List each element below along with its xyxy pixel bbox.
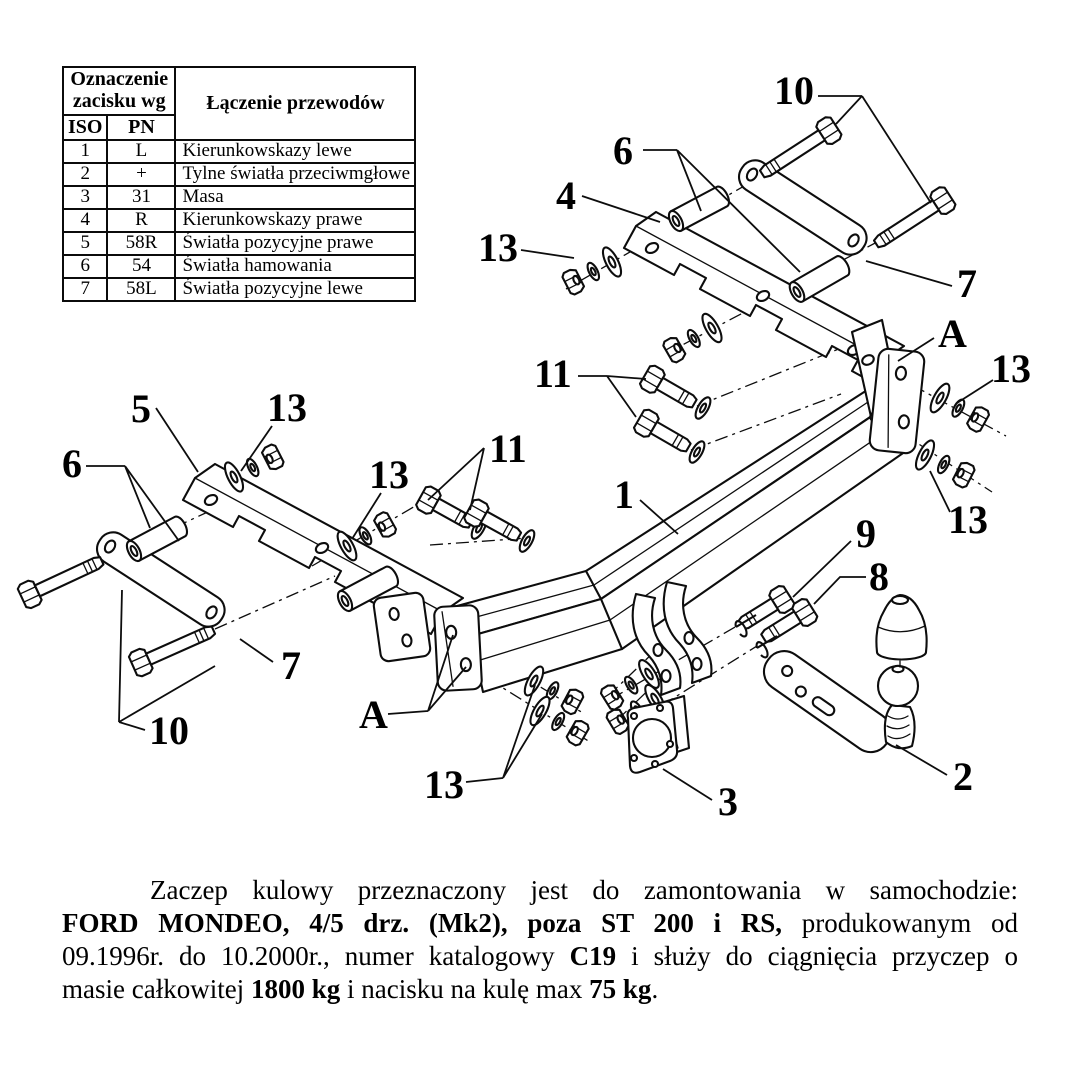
callout-10-top-right: 10 <box>774 68 814 113</box>
table-header-iso: ISO <box>63 115 107 140</box>
cell-desc: Światła hamowania <box>175 255 415 278</box>
callout-2: 2 <box>953 754 973 799</box>
cell-pn: R <box>107 209 175 232</box>
bolts-8-9 <box>734 584 819 657</box>
callout-8: 8 <box>869 554 889 599</box>
cell-iso: 6 <box>63 255 107 278</box>
catalog-number: C19 <box>569 941 617 971</box>
callout-5: 5 <box>131 386 151 431</box>
table-row <box>63 255 415 278</box>
bolt-10-left-1 <box>17 549 108 610</box>
callout-A-right: A <box>938 311 967 356</box>
washer-stack-right-upper <box>927 381 992 437</box>
table-header-pn: PN <box>107 115 175 140</box>
cell-desc: Światła pozycyjne prawe <box>175 232 415 255</box>
bolt-10-left-2 <box>128 618 219 678</box>
table-row <box>63 232 415 255</box>
paragraph-text: masie całkowitej <box>62 974 251 1004</box>
paragraph-text: produkowanym od <box>782 908 1018 938</box>
beam-end-plate-left <box>373 592 431 662</box>
callout-7-left: 7 <box>281 643 301 688</box>
callout-11-lower: 11 <box>489 426 527 471</box>
cell-desc: Tylne światła przeciwmgłowe <box>175 163 415 186</box>
callout-13-center: 13 <box>369 452 409 497</box>
callout-6-left: 6 <box>62 441 82 486</box>
paragraph-line-3 <box>62 940 1018 973</box>
cell-pn: 58L <box>107 278 175 301</box>
side-bracket-left <box>434 605 482 691</box>
cell-desc: Masa <box>175 186 415 209</box>
cell-iso: 1 <box>63 140 107 163</box>
socket-plate <box>628 696 689 773</box>
paragraph-line-4 <box>62 973 1018 1006</box>
cell-desc: Światła pozycyjne lewe <box>175 278 415 301</box>
callout-3: 3 <box>718 779 738 824</box>
callout-13-right-lower: 13 <box>948 497 988 542</box>
max-ball-load: 75 kg <box>589 974 652 1004</box>
callout-7-right: 7 <box>957 261 977 306</box>
spacer-tube-right-1 <box>666 184 732 233</box>
cell-desc: Kierunkowskazy prawe <box>175 209 415 232</box>
cell-iso: 2 <box>63 163 107 186</box>
table-row <box>63 186 415 209</box>
side-bracket-right <box>869 348 925 454</box>
paragraph-text: . <box>651 974 659 1004</box>
strap-plate-right <box>733 155 872 261</box>
table-header-connection: Łączenie przewodów <box>175 67 415 140</box>
cell-pn: 58R <box>107 232 175 255</box>
max-trailer-weight: 1800 kg <box>250 974 341 1004</box>
cell-pn: L <box>107 140 175 163</box>
wiring-table <box>62 66 416 302</box>
callout-11-upper: 11 <box>534 351 572 396</box>
paragraph-text: Zaczep kulowy przeznaczony jest do zamontowania w samochodzie: <box>150 875 1018 905</box>
paragraph-line-1 <box>62 874 1018 907</box>
table-row <box>63 140 415 163</box>
bolt-10-right-1 <box>755 115 843 185</box>
washer-stack-right-lower <box>912 438 977 492</box>
cell-desc: Kierunkowskazy lewe <box>175 140 415 163</box>
callout-13-left: 13 <box>267 385 307 430</box>
callout-1: 1 <box>614 472 634 517</box>
ball-cover-cap <box>876 595 926 660</box>
callout-10-left: 10 <box>149 708 189 753</box>
washer-stack-top <box>559 245 624 299</box>
paragraph-text: i służy do ciągnięcia przyczep o <box>616 941 1018 971</box>
callout-13-right-upper: 13 <box>991 346 1031 391</box>
cell-iso: 4 <box>63 209 107 232</box>
cell-iso: 5 <box>63 232 107 255</box>
cell-iso: 3 <box>63 186 107 209</box>
table-row <box>63 278 415 301</box>
washer-stack-mid <box>660 311 725 367</box>
spacer-tube-left-1 <box>124 514 190 563</box>
spacer-tube-right-2 <box>787 254 853 305</box>
table-header-terminal: Oznaczenie zacisku wg <box>63 67 175 115</box>
table-row <box>63 163 415 186</box>
paragraph-text: 09.1996r. do 10.2000r., numer katalogowy <box>62 941 570 971</box>
callout-A-left: A <box>359 692 388 737</box>
table-row <box>63 209 415 232</box>
callout-6-right: 6 <box>613 128 633 173</box>
description-paragraph <box>62 874 1018 1006</box>
bolt-10-right-2 <box>869 185 957 255</box>
callout-13-bottom: 13 <box>424 762 464 807</box>
cell-pn: 54 <box>107 255 175 278</box>
callout-4: 4 <box>556 173 576 218</box>
callout-9: 9 <box>856 511 876 556</box>
vehicle-model: FORD MONDEO, 4/5 drz. (Mk2), poza ST 200 i RS, <box>62 908 783 938</box>
cell-pn: + <box>107 163 175 186</box>
cell-pn: 31 <box>107 186 175 209</box>
paragraph-text: i nacisku na kulę max <box>340 974 590 1004</box>
cell-iso: 7 <box>63 278 107 301</box>
callout-13-top: 13 <box>478 225 518 270</box>
paragraph-line-2 <box>62 907 1018 940</box>
